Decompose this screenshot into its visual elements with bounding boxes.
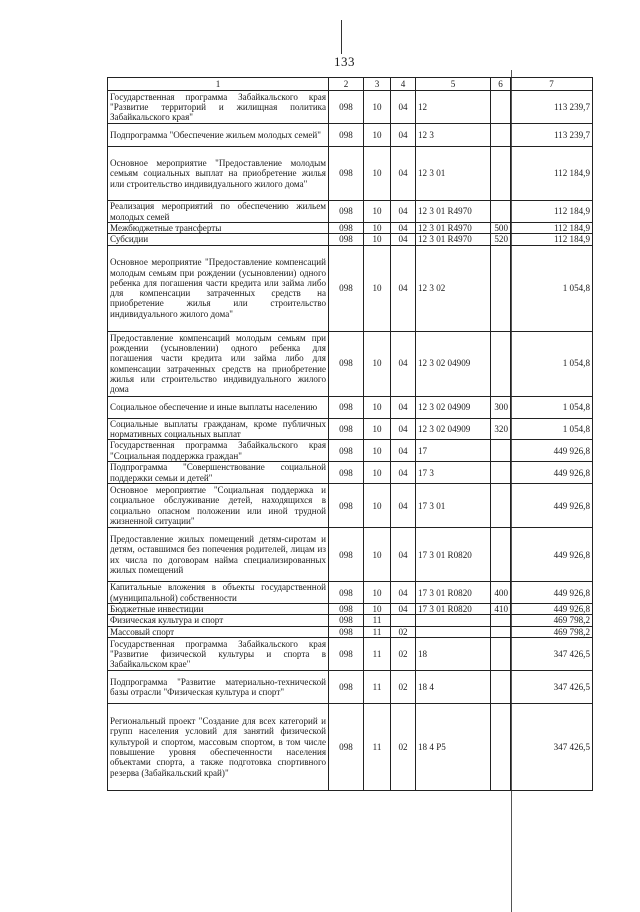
row-code-4: 02 — [391, 671, 416, 704]
row-code-6 — [491, 704, 511, 791]
row-code-4: 04 — [391, 223, 416, 234]
row-code-6 — [491, 440, 511, 462]
table-row — [108, 704, 593, 791]
row-code-5: 12 3 01 R4970 — [416, 223, 491, 234]
row-name: Реализация мероприятий по обеспечению жильем молодых семей — [108, 201, 329, 223]
row-amount: 112 184,9 — [511, 234, 593, 245]
row-code-5: 17 3 01 R0820 — [416, 582, 491, 604]
table-row — [108, 234, 593, 245]
row-name: Предоставление жилых помещений детям-сиротам и детям, оставшимся без попечения родителей, лицам из их числа по договорам найма специализированных жилых помещений — [108, 528, 329, 582]
row-amount: 347 426,5 — [511, 704, 593, 791]
row-code-3: 11 — [364, 671, 391, 704]
row-amount: 449 926,8 — [511, 462, 593, 484]
table-row — [108, 582, 593, 604]
row-code-5: 17 3 01 — [416, 484, 491, 528]
scan-line-top — [341, 20, 342, 54]
row-code-5: 18 — [416, 638, 491, 671]
row-amount: 469 798,2 — [511, 615, 593, 626]
row-code-2: 098 — [329, 626, 364, 637]
row-name: Основное мероприятие "Предоставление молодым семьям социальных выплат на приобретение жилья или строительство индивидуального жилого дома" — [108, 147, 329, 201]
row-code-3: 10 — [364, 396, 391, 418]
row-code-3: 10 — [364, 462, 391, 484]
row-code-2: 098 — [329, 615, 364, 626]
table-row — [108, 626, 593, 637]
row-code-3: 10 — [364, 147, 391, 201]
row-code-2: 098 — [329, 671, 364, 704]
table-row — [108, 604, 593, 615]
header-col-4: 4 — [391, 78, 416, 91]
row-code-3: 10 — [364, 604, 391, 615]
row-code-5: 12 3 02 04909 — [416, 396, 491, 418]
row-name: Бюджетные инвестиции — [108, 604, 329, 615]
row-code-2: 098 — [329, 223, 364, 234]
row-code-6 — [491, 671, 511, 704]
row-code-3: 10 — [364, 440, 391, 462]
row-name: Подпрограмма "Совершенствование социальной поддержки семьи и детей" — [108, 462, 329, 484]
row-code-6 — [491, 626, 511, 637]
row-amount: 449 926,8 — [511, 484, 593, 528]
row-code-5: 12 3 02 04909 — [416, 418, 491, 440]
row-code-6 — [491, 245, 511, 331]
row-code-3: 10 — [364, 91, 391, 124]
row-amount: 112 184,9 — [511, 147, 593, 201]
row-code-3: 11 — [364, 626, 391, 637]
row-code-6 — [491, 147, 511, 201]
row-code-2: 098 — [329, 528, 364, 582]
row-code-5: 12 3 — [416, 124, 491, 147]
row-code-5: 17 — [416, 440, 491, 462]
row-amount: 112 184,9 — [511, 201, 593, 223]
row-code-4: 04 — [391, 440, 416, 462]
row-code-5: 17 3 01 R0820 — [416, 528, 491, 582]
row-code-6 — [491, 528, 511, 582]
row-code-4: 02 — [391, 704, 416, 791]
table-row — [108, 671, 593, 704]
row-code-5: 17 3 01 R0820 — [416, 604, 491, 615]
row-code-6 — [491, 331, 511, 396]
row-code-2: 098 — [329, 582, 364, 604]
row-code-4: 04 — [391, 418, 416, 440]
row-name: Физическая культура и спорт — [108, 615, 329, 626]
row-code-4: 04 — [391, 91, 416, 124]
row-code-6 — [491, 462, 511, 484]
row-code-2: 098 — [329, 147, 364, 201]
table-row — [108, 418, 593, 440]
row-code-6: 400 — [491, 582, 511, 604]
table-row — [108, 615, 593, 626]
row-code-5: 12 3 01 R4970 — [416, 201, 491, 223]
row-code-4: 04 — [391, 245, 416, 331]
row-code-5: 12 3 02 — [416, 245, 491, 331]
row-code-6 — [491, 201, 511, 223]
row-code-6: 300 — [491, 396, 511, 418]
row-code-4 — [391, 615, 416, 626]
row-name: Основное мероприятие "Предоставление компенсаций молодым семьям при рождении (усыновлении) одного ребенка для погашения части кредита или займа либо для компенсации затраченных средств на приобретение жилья или строительство индивидуального жилого дома" — [108, 245, 329, 331]
header-col-3: 3 — [364, 78, 391, 91]
table-row — [108, 638, 593, 671]
row-code-3: 11 — [364, 638, 391, 671]
row-amount: 1 054,8 — [511, 396, 593, 418]
row-code-6: 520 — [491, 234, 511, 245]
row-code-5: 17 3 — [416, 462, 491, 484]
budget-table — [107, 77, 593, 791]
table-row — [108, 91, 593, 124]
row-code-4: 04 — [391, 484, 416, 528]
row-name: Государственная программа Забайкальского края "Развитие физической культуры и спорта в Забайкальском крае" — [108, 638, 329, 671]
row-code-3: 10 — [364, 245, 391, 331]
row-code-5: 12 3 02 04909 — [416, 331, 491, 396]
row-amount: 112 184,9 — [511, 223, 593, 234]
row-code-6: 320 — [491, 418, 511, 440]
row-amount: 449 926,8 — [511, 604, 593, 615]
row-name: Основное мероприятие "Социальная поддержка и социальное обслуживание детей, находящихся в социально опасном положении или иной трудной жизненной ситуации" — [108, 484, 329, 528]
row-code-2: 098 — [329, 91, 364, 124]
row-amount: 1 054,8 — [511, 245, 593, 331]
header-col-5: 5 — [416, 78, 491, 91]
row-code-2: 098 — [329, 201, 364, 223]
row-code-2: 098 — [329, 638, 364, 671]
row-amount: 449 926,8 — [511, 582, 593, 604]
row-name: Массовый спорт — [108, 626, 329, 637]
table-row — [108, 223, 593, 234]
row-code-2: 098 — [329, 234, 364, 245]
row-name: Социальные выплаты гражданам, кроме публичных нормативных социальных выплат — [108, 418, 329, 440]
row-amount: 1 054,8 — [511, 331, 593, 396]
row-code-6 — [491, 638, 511, 671]
row-code-5: 18 4 — [416, 671, 491, 704]
row-name: Государственная программа Забайкальского края "Развитие территорий и жилищная политика Забайкальского края" — [108, 91, 329, 124]
row-code-3: 10 — [364, 484, 391, 528]
row-amount: 1 054,8 — [511, 418, 593, 440]
row-code-6: 410 — [491, 604, 511, 615]
row-amount: 347 426,5 — [511, 638, 593, 671]
row-code-2: 098 — [329, 124, 364, 147]
row-name: Региональный проект "Создание для всех категорий и групп населения условий для занятий физической культурой и спортом, массовым спортом, в том числе повышение уровня обеспеченности населения объектами спорта, а также подготовка спортивного резерва (Забайкальский край)" — [108, 704, 329, 791]
row-name: Государственная программа Забайкальского края "Социальная поддержка граждан" — [108, 440, 329, 462]
row-amount: 469 798,2 — [511, 626, 593, 637]
row-code-3: 10 — [364, 528, 391, 582]
row-code-2: 098 — [329, 331, 364, 396]
header-col-7: 7 — [511, 78, 593, 91]
table-header-row — [108, 78, 593, 91]
row-code-4: 04 — [391, 331, 416, 396]
table-row — [108, 462, 593, 484]
row-code-5 — [416, 626, 491, 637]
table-row — [108, 147, 593, 201]
row-name: Социальное обеспечение и иные выплаты населению — [108, 396, 329, 418]
row-code-2: 098 — [329, 418, 364, 440]
row-code-3: 11 — [364, 704, 391, 791]
table-row — [108, 396, 593, 418]
page-number: 133 — [334, 54, 355, 69]
row-code-4: 02 — [391, 626, 416, 637]
row-code-4: 02 — [391, 638, 416, 671]
table-row — [108, 201, 593, 223]
row-code-6: 500 — [491, 223, 511, 234]
header-col-1: 1 — [108, 78, 329, 91]
row-code-6 — [491, 484, 511, 528]
row-code-2: 098 — [329, 396, 364, 418]
row-amount: 449 926,8 — [511, 528, 593, 582]
row-code-3: 10 — [364, 223, 391, 234]
row-name: Субсидии — [108, 234, 329, 245]
row-code-2: 098 — [329, 462, 364, 484]
row-code-4: 04 — [391, 201, 416, 223]
row-code-3: 10 — [364, 124, 391, 147]
header-col-6: 6 — [491, 78, 511, 91]
row-name: Капитальные вложения в объекты государственной (муниципальной) собственности — [108, 582, 329, 604]
table-row — [108, 245, 593, 331]
row-amount: 113 239,7 — [511, 124, 593, 147]
row-code-2: 098 — [329, 245, 364, 331]
row-code-2: 098 — [329, 604, 364, 615]
row-code-3: 10 — [364, 331, 391, 396]
row-name: Подпрограмма "Обеспечение жильем молодых семей" — [108, 124, 329, 147]
row-code-2: 098 — [329, 440, 364, 462]
row-code-5: 12 — [416, 91, 491, 124]
row-amount: 113 239,7 — [511, 91, 593, 124]
row-amount: 347 426,5 — [511, 671, 593, 704]
row-code-6 — [491, 615, 511, 626]
header-col-2: 2 — [329, 78, 364, 91]
row-code-6 — [491, 124, 511, 147]
row-code-4: 04 — [391, 396, 416, 418]
table-row — [108, 528, 593, 582]
table-row — [108, 331, 593, 396]
row-code-3: 10 — [364, 418, 391, 440]
row-code-3: 11 — [364, 615, 391, 626]
row-name: Подпрограмма "Развитие материально-технической базы отрасли "Физическая культура и спорт" — [108, 671, 329, 704]
row-code-4: 04 — [391, 462, 416, 484]
row-code-4: 04 — [391, 147, 416, 201]
row-code-5: 12 3 01 R4970 — [416, 234, 491, 245]
row-code-2: 098 — [329, 704, 364, 791]
row-name: Предоставление компенсаций молодым семьям при рождении (усыновлении) одного ребенка для погашения части кредита или займа либо для компенсации затраченных средств на приобретение жилья или строительство индивидуального жилого дома — [108, 331, 329, 396]
row-code-3: 10 — [364, 234, 391, 245]
row-code-4: 04 — [391, 234, 416, 245]
row-code-5 — [416, 615, 491, 626]
row-code-4: 04 — [391, 528, 416, 582]
row-amount: 449 926,8 — [511, 440, 593, 462]
row-code-6 — [491, 91, 511, 124]
row-code-5: 12 3 01 — [416, 147, 491, 201]
table-row — [108, 484, 593, 528]
table-row — [108, 440, 593, 462]
row-name: Межбюджетные трансферты — [108, 223, 329, 234]
table-row — [108, 124, 593, 147]
row-code-3: 10 — [364, 582, 391, 604]
row-code-2: 098 — [329, 484, 364, 528]
row-code-4: 04 — [391, 582, 416, 604]
row-code-4: 04 — [391, 604, 416, 615]
row-code-5: 18 4 P5 — [416, 704, 491, 791]
row-code-4: 04 — [391, 124, 416, 147]
row-code-3: 10 — [364, 201, 391, 223]
